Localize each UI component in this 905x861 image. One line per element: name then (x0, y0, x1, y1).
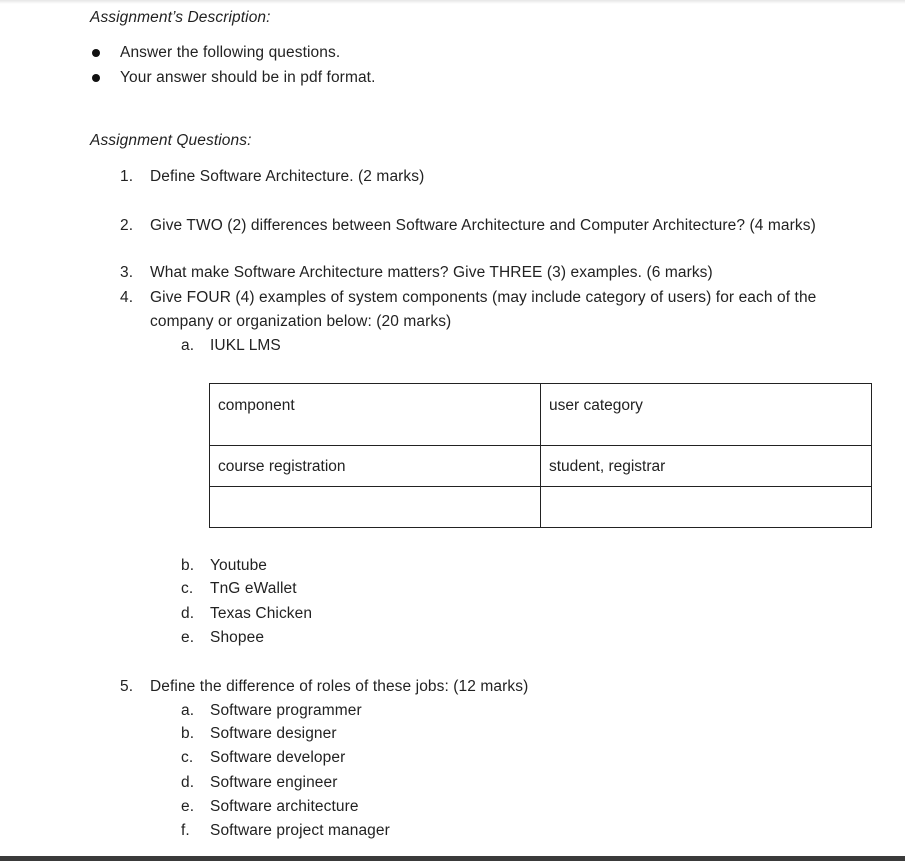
sub-item-text: TnG eWallet (210, 580, 297, 597)
sub-item-letter: e. (181, 629, 195, 646)
description-heading: Assignment’s Description: (90, 9, 271, 26)
table-header-row (210, 384, 872, 446)
sub-item-text: Software project manager (210, 822, 390, 839)
description-bullet: Your answer should be in pdf format. (120, 69, 376, 86)
table-header-cell: user category (541, 384, 872, 446)
sub-item-letter: e. (181, 798, 195, 815)
table-cell: student, registrar (541, 446, 872, 487)
sub-item-text: Youtube (210, 557, 268, 574)
table-row (210, 487, 872, 528)
sub-item-letter: b. (181, 725, 195, 742)
question-4-line-1: Give FOUR (4) examples of system components (may include category of users) for each of the (150, 289, 817, 306)
bullet-dot-icon (92, 49, 100, 57)
table-cell (210, 487, 541, 528)
table-row (210, 446, 872, 487)
sub-item-letter: c. (181, 749, 194, 766)
sub-item-letter: a. (181, 337, 195, 354)
sub-item-text: Software programmer (210, 702, 362, 719)
sub-item-letter: b. (181, 557, 195, 574)
question-number: 1. (120, 168, 134, 185)
question-5-text: Define the difference of roles of these jobs: (12 marks) (150, 678, 529, 695)
table-header-cell: component (210, 384, 541, 446)
sub-item-letter: d. (181, 605, 195, 622)
sub-item-text: Software engineer (210, 774, 338, 791)
question-4-line-2: company or organization below: (20 marks) (150, 313, 452, 330)
sub-item-letter: c. (181, 580, 194, 597)
question-number: 4. (120, 289, 134, 306)
bullet-dot-icon (92, 74, 100, 82)
question-number: 5. (120, 678, 134, 695)
description-bullet: Answer the following questions. (120, 44, 341, 61)
sub-item-letter: d. (181, 774, 195, 791)
question-1-text: Define Software Architecture. (2 marks) (150, 168, 425, 185)
question-3-text: What make Software Architecture matters? Give THREE (3) examples. (6 marks) (150, 264, 713, 281)
sub-item-letter: a. (181, 702, 195, 719)
questions-heading: Assignment Questions: (90, 132, 252, 149)
sub-item-text: Shopee (210, 629, 265, 646)
components-table (209, 383, 872, 528)
question-number: 2. (120, 217, 134, 234)
top-edge (0, 0, 905, 4)
sub-item-text: Software designer (210, 725, 337, 742)
sub-item-letter: f. (181, 822, 190, 839)
sub-item-text: IUKL LMS (210, 337, 281, 354)
sub-item-text: Texas Chicken (210, 605, 313, 622)
table-cell: course registration (210, 446, 541, 487)
table-cell (541, 487, 872, 528)
sub-item-text: Software architecture (210, 798, 359, 815)
sub-item-text: Software developer (210, 749, 346, 766)
bottom-edge (0, 856, 905, 861)
question-number: 3. (120, 264, 134, 281)
question-2-text: Give TWO (2) differences between Software Architecture and Computer Architecture? (4 marks) (150, 217, 816, 234)
